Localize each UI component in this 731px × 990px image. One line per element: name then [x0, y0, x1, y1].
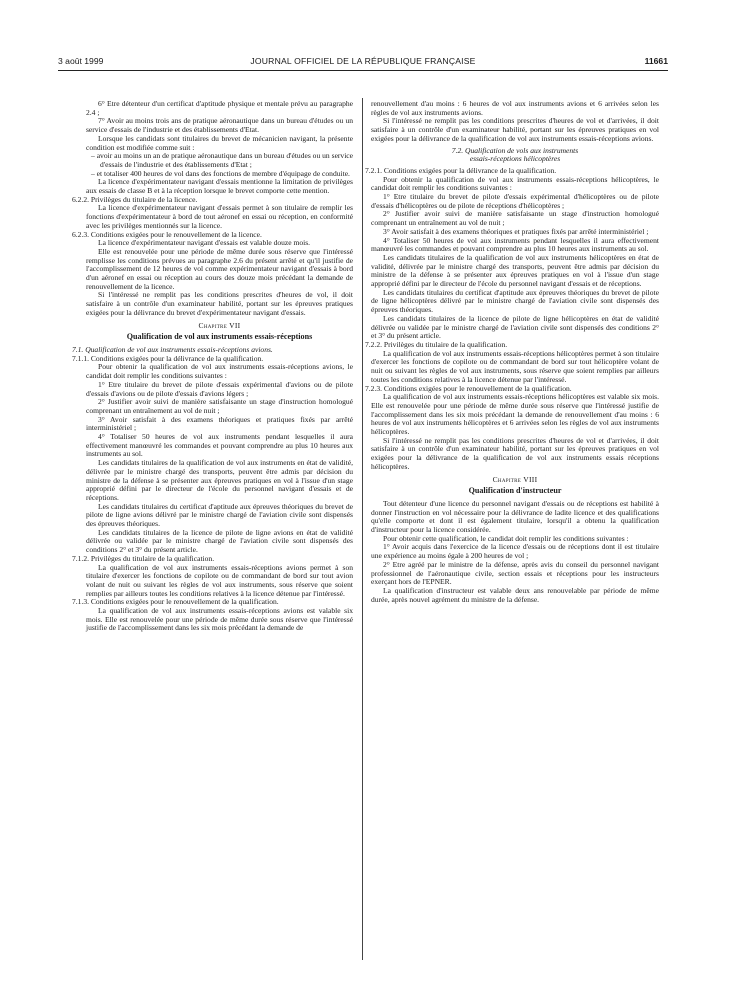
paragraph: La licence d'expérimentateur navigant d'essais est valable douze mois. — [98, 238, 311, 248]
section-heading: 7.1.2. Privilèges du titulaire de la qualification. — [72, 553, 215, 563]
paragraph: La qualification de vol aux instruments essais-réceptions hélicoptères est valable six mois. Elle est renouvelée pour une période de même durée sous réserve que l'intéressé justifie de l'accomplissement dans les six mois précédant la demande de renouvellement d'au moins : 6 heures de vol aux instruments hélicoptères et 6 arrivées selon les règles de vol aux instruments hélicoptères. — [371, 392, 659, 437]
section-heading: 7.2.2. Privilèges du titulaire de la qualification. — [365, 339, 508, 349]
paragraph: Si l'intéressé ne remplit pas les conditions prescrites d'heures de vol et d'arrivées, il doit satisfaire à un contrôle d'un examinateur habilité, portant sur les épreuves pratiques en vol exigées pour la délivrance de la qualification de vol aux instruments essais-réceptions avions. — [371, 116, 659, 143]
paragraph: 4° Totaliser 50 heures de vol aux instruments pendant lesquelles il aura effectivement manœuvré les commandes et pouvant comprendre au plus 10 heures aux instruments au sol. — [371, 235, 659, 254]
paragraph: Les candidats titulaires de la qualification de vol aux instruments hélicoptères en état de validité, délivrée par le ministre chargé des transports, peuvent être admis par décision du ministre de la défense à se présenter aux épreuves pratiques en vol à l'issue d'un stage approprié défini par le directeur de l'école du personnel navigant d'essais et de réceptions. — [371, 252, 659, 289]
paragraph: 6° Etre détenteur d'un certificat d'aptitude physique et mentale prévu au paragraphe 2.4 ; — [86, 99, 353, 117]
page-header — [58, 56, 668, 70]
paragraph: Pour obtenir cette qualification, le candidat doit remplir les conditions suivantes : — [383, 533, 629, 543]
paragraph: La qualification d'instructeur est valable deux ans renouvelable par période de même durée, après nouvel agrément du ministre de la défense. — [371, 585, 659, 604]
paragraph: Elle est renouvelée pour une période de même durée sous réserve que l'intéressé remplisse les conditions prévues au paragraphe 2.6 du présent arrêté et qu'il justifie de l'accomplissement de 12 heures de vol comme expérimentateur navigant d'essais à bord d'un aéronef en essai ou réception au cours des douze mois précédant la demande de renouvellement de la licence. — [86, 246, 353, 291]
paragraph: 7° Avoir au moins trois ans de pratique aéronautique dans un bureau d'études ou un service d'essais de l'industrie et des établissements d'Etat. — [86, 116, 353, 135]
paragraph: 2° Justifier avoir suivi de manière satisfaisante un stage d'instruction homologué comprenant un entraînement au vol de nuit ; — [86, 397, 353, 415]
header-journal-title: JOURNAL OFFICIEL DE LA RÉPUBLIQUE FRANÇAISE — [250, 56, 476, 66]
paragraph: Les candidats titulaires de la licence de pilote de ligne avions en état de validité délivrée ou validée par le ministre chargé de l'aviation civile sont dispensés des conditions 2° et 3° du présent article. — [86, 527, 353, 555]
paragraph: La qualification de vol aux instruments essais-réceptions hélicoptères permet à son titulaire d'exercer les fonctions de copilote ou de commandant de bord sur tout hélicoptère volant de nuit ou suivant les règles de vol aux instruments, sous réserve que soient remplies par ailleurs toutes les conditions relatives à la licence détenue par l'intéressé. — [371, 348, 659, 384]
paragraph: 3° Avoir satisfait à des examens théoriques et pratiques fixés par arrêté interministériel ; — [86, 414, 353, 433]
paragraph: renouvellement d'au moins : 6 heures de vol aux instruments avions et 6 arrivées selon les règles de vol aux instruments avions. — [371, 99, 659, 117]
chapter-title: Qualification de vol aux instruments essais-réceptions — [126, 332, 313, 342]
right-column — [365, 99, 659, 604]
paragraph: Les candidats titulaires du certificat d'aptitude aux épreuves théoriques du brevet de pilote de ligne hélicoptères délivré par le ministre chargé de l'aviation civile sont dispensés des épreuves théoriques. — [371, 287, 659, 315]
paragraph: La qualification de vol aux instruments essais-réceptions avions permet à son titulaire d'exercer les fonctions de copilote ou de commandant de bord sur tout avion volant de nuit ou suivant les règles de vol aux instruments, sous réserve que soient remplies par ailleurs toutes les conditions relatives à la licence détenue par l'intéressé. — [86, 562, 353, 598]
paragraph: La licence d'expérimentateur navigant d'essais mentionne la limitation de privilèges aux essais de classe B et à la réception lorsque le brevet comporte cette mention. — [86, 177, 353, 196]
section-heading: 6.2.2. Privilèges du titulaire de la licence. — [72, 194, 198, 204]
paragraph: 2° Etre agréé par le ministre de la défense, après avis du conseil du personnel navigant professionnel de l'aéronautique civile, section essais et réceptions pour les instructeurs exerçant hors de l'EPNER. — [371, 559, 659, 587]
paragraph: La qualification de vol aux instruments essais-réceptions avions est valable six mois. Elle est renouvelée pour une période de même durée sous réserve que l'intéressé justifie de l'accomplissement dans les six mois précédant la demande de — [86, 606, 353, 633]
paragraph: Si l'intéressé ne remplit pas les conditions prescrites d'heures de vol et d'arrivées, il doit satisfaire à un contrôle d'un examinateur habilité, portant sur les épreuves pratiques en vol exigées pour la délivrance de la qualification de vol aux instruments essais réceptions hélicoptères. — [371, 435, 659, 471]
chapter-title: Qualification d'instructeur — [468, 486, 562, 496]
dash-item: – avoir au moins un an de pratique aéronautique dans un bureau d'études ou un service d'essais de l'industrie et des établissements d'Etat ; — [91, 151, 353, 169]
paragraph: 2° Justifier avoir suivi de manière satisfaisante un stage d'instruction homologué comprenant un entraînement au vol de nuit ; — [371, 209, 659, 228]
section-heading: 7.2.1. Conditions exigées pour la délivrance de la qualification. — [365, 165, 557, 175]
paragraph: Lorsque les candidats sont titulaires du brevet de mécanicien navigant, la présente condition est modifiée comme suit : — [86, 133, 353, 152]
paragraph: 1° Avoir acquis dans l'exercice de la licence d'essais ou de réceptions dont il est titulaire une expérience au moins égale à 200 heures de vol ; — [371, 542, 659, 561]
left-column — [72, 99, 353, 633]
section-heading: 6.2.3. Conditions exigées pour le renouvellement de la licence. — [72, 229, 262, 239]
column-divider — [362, 98, 363, 960]
header-page-number: 11661 — [644, 56, 668, 66]
section-heading: 7.1.1. Conditions exigées pour la délivrance de la qualification. — [72, 353, 264, 363]
section-heading: essais-réceptions hélicoptères — [469, 154, 561, 164]
dash-item: – et totaliser 400 heures de vol dans des fonctions de membre d'équipage de conduite. — [91, 168, 350, 178]
paragraph: 4° Totaliser 50 heures de vol aux instruments pendant lesquelles il aura effectivement manœuvré les commandes et pouvant comprendre au plus 10 heures aux instruments au sol. — [86, 432, 353, 459]
section-heading: 7.2.3. Conditions exigées pour le renouvellement de la qualification. — [365, 383, 572, 393]
paragraph: Les candidats titulaires du certificat d'aptitude aux épreuves théoriques du brevet de pilote de ligne avions délivré par le ministre chargé de l'aviation civile sont dispensés des épreuves théoriques. — [86, 501, 353, 529]
header-date: 3 août 1999 — [58, 56, 104, 66]
paragraph: Les candidats titulaires de la qualification de vol aux instruments en état de validité, délivrée par le ministre chargé des transports, peuvent être admis par décision du ministre de la défense à se présenter aux épreuves pratiques en vol à l'issue d'un stage approprié défini par le directeur de l'école du personnel navigant d'essais et de réceptions. — [86, 458, 353, 502]
paragraph: Pour obtenir la qualification de vol aux instruments essais-réceptions avions, le candidat doit remplir les conditions suivantes : — [86, 362, 353, 381]
paragraph: Les candidats titulaires de la licence de pilote de ligne hélicoptères en état de validité délivrée ou validée par le ministre chargé de l'aviation civile sont dispensés des conditions 2° et 3° du présent article. — [371, 313, 659, 341]
paragraph: 1° Etre titulaire du brevet de pilote d'essais expérimental d'hélicoptères ou de pilote d'essais d'hélicoptères ou de pilote de réceptions d'hélicoptères ; — [371, 192, 659, 210]
paragraph: Pour obtenir la qualification de vol aux instruments essais-réceptions hélicoptères, le candidat doit remplir les conditions suivantes : — [371, 174, 659, 193]
paragraph: Si l'intéressé ne remplit pas les conditions prescrites d'heures de vol, il doit satisfaire à un contrôle d'un examinateur habilité, portant sur les épreuves pratiques exigées pour la délivrance du brevet d'expérimentateur navigant d'essais. — [86, 290, 353, 317]
paragraph: 1° Etre titulaire du brevet de pilote d'essais expérimental d'avions ou de pilote d'essais d'avions ou de pilote d'essais d'avions légers ; — [86, 379, 353, 398]
paragraph: La licence d'expérimentateur navigant d'essais permet à son titulaire de remplir les fonctions d'expérimentateur à bord de tout aéronef en essai ou réception, en conformité avec les privilèges mentionnés sur la licence. — [86, 203, 353, 230]
chapter-heading: Chapitre VIII — [492, 474, 538, 484]
section-heading: 7.1.3. Conditions exigées pour le renouvellement de la qualification. — [72, 597, 279, 607]
chapter-heading: Chapitre VII — [198, 320, 241, 330]
paragraph: 3° Avoir satisfait à des examens théoriques et pratiques fixés par arrêté interministériel ; — [383, 226, 649, 236]
header-rule — [58, 70, 668, 71]
paragraph: Tout détenteur d'une licence du personnel navigant d'essais ou de réceptions est habilité à donner l'instruction en vol nécessaire pour la délivrance de ladite licence et des qualifications qu'elle comporte et dont il est également titulaire, lorsqu'il a obtenu la qualification d'instructeur pour la licence considérée. — [371, 498, 659, 535]
section-heading: 7.2. Qualification de vols aux instruments — [451, 145, 579, 155]
section-heading: 7.1. Qualification de vol aux instruments essais-réceptions avions. — [72, 344, 273, 354]
